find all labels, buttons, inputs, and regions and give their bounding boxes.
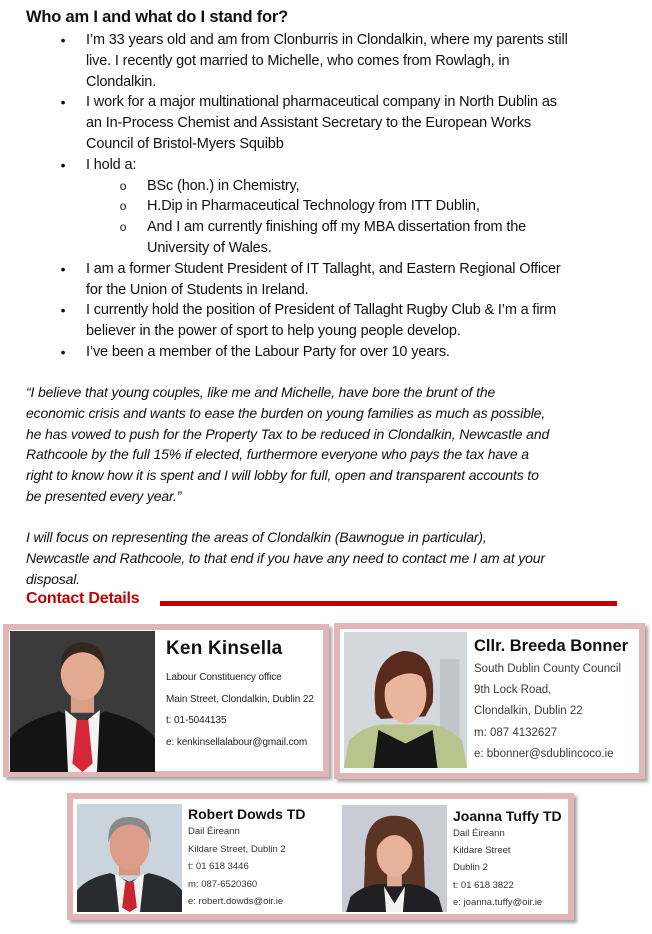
address-line: Main Street, Clondalkin, Dublin 22 xyxy=(166,693,314,705)
contact-card-ken-kinsella xyxy=(3,624,329,777)
email-line: e: joanna.tuffy@oir.ie xyxy=(453,896,543,908)
address-line: Clondalkin, Dublin 22 xyxy=(474,705,583,718)
quote-line: “I believe that young couples, like me and Michelle, have bore the brunt of the xyxy=(26,384,496,400)
bullet-line: I currently hold the position of President of Tallaght Rugby Club & I’m a firm xyxy=(86,302,556,319)
photo-joanna-tuffy xyxy=(342,805,447,912)
bullet-line: I work for a major multinational pharmaceutical company in North Dublin as xyxy=(86,94,557,111)
contact-card-breeda-bonner xyxy=(334,623,645,779)
email-line: e: bbonner@sdublincoco.ie xyxy=(474,747,614,760)
bio-bullet-item xyxy=(0,155,652,259)
bio-bullet-item xyxy=(0,30,652,92)
qualification-line: BSc (hon.) in Chemistry, xyxy=(147,177,300,194)
sub-bullet-marker: o xyxy=(119,220,127,235)
bio-bullet-list xyxy=(0,30,652,363)
candidate-quote xyxy=(26,382,549,507)
phone-line: t: 01 618 3446 xyxy=(188,861,249,872)
photo-robert-dowds xyxy=(77,804,182,912)
bullet-line: an In-Process Chemist and Assistant Secretary to the European Works xyxy=(86,115,532,132)
bio-bullet-item xyxy=(0,92,652,154)
organisation-line: South Dublin County Council xyxy=(474,663,622,675)
contact-details xyxy=(474,659,621,765)
bullet-line: Council of Bristol-Myers Squibb xyxy=(86,135,284,152)
contact-name: Joanna Tuffy TD xyxy=(453,808,562,824)
bullet-line: live. I recently got married to Michelle, who comes from Rowlagh, in xyxy=(86,52,510,69)
organisation-line: Dail Éireann xyxy=(188,826,240,837)
bullet-line: I’m 33 years old and am from Clonburris in Clondalkin, where my parents still xyxy=(86,32,568,48)
focus-line: I will focus on representing the areas of Clondalkin (Bawnogue in particular), xyxy=(26,529,487,545)
email-line: e: kenkinsellalabour@gmail.com xyxy=(166,737,308,749)
contact-details xyxy=(453,825,542,911)
bullet-marker: • xyxy=(60,94,66,111)
bullet-line: for the Union of Students in Ireland. xyxy=(86,281,309,298)
bullet-line: I hold a: xyxy=(86,156,137,173)
address-line: 9th Lock Road, xyxy=(474,684,552,697)
sub-bullet-marker: o xyxy=(119,199,127,214)
qualification-item xyxy=(0,217,652,259)
bullet-line: I am a former Student President of IT Tallaght, and Eastern Regional Officer xyxy=(86,260,561,277)
bullet-line: I’ve been a member of the Labour Party for over 10 years. xyxy=(86,343,450,360)
quote-line: right to know how it is spent and I will lobby for full, open and transparent accounts to xyxy=(26,467,539,484)
portrait-image xyxy=(77,804,182,912)
contact-details xyxy=(188,823,286,911)
phone-line: t: 01-5044135 xyxy=(166,715,227,727)
email-line: e: robert.dowds@oir.ie xyxy=(188,896,284,907)
quote-line: Rathcoole by the full 15% if elected, furthermore everyone who pays the tax have a xyxy=(26,446,529,463)
organisation-line: Dail Éireann xyxy=(453,828,505,839)
portrait-image xyxy=(10,631,155,772)
quote-line: be presented every year.” xyxy=(26,487,182,504)
focus-line: disposal. xyxy=(26,570,80,587)
qualification-line: H.Dip in Pharmaceutical Technology from ITT Dublin, xyxy=(147,198,480,215)
qualification-item xyxy=(0,196,652,217)
qualification-line: University of Wales. xyxy=(147,239,272,256)
contact-name: Robert Dowds TD xyxy=(188,806,306,822)
focus-statement xyxy=(26,527,545,589)
bio-bullet-item xyxy=(0,342,652,363)
contact-name: Ken Kinsella xyxy=(166,638,283,659)
mobile-line: m: 087-6520360 xyxy=(188,878,258,890)
bullet-marker: • xyxy=(60,343,66,360)
bullet-marker: • xyxy=(60,260,66,277)
mobile-line: m: 087 4132627 xyxy=(474,726,558,739)
contact-name: Cllr. Breeda Bonner xyxy=(474,637,629,655)
quote-line: he has vowed to push for the Property Tax to be reduced in Clondalkin, Newcastle and xyxy=(26,425,550,442)
heading-divider-rule xyxy=(160,601,617,606)
bullet-line: Clondalkin. xyxy=(86,73,157,90)
quote-line: economic crisis and wants to ease the burden on young families as much as possible, xyxy=(26,404,546,421)
contact-details-heading: Contact Details xyxy=(26,590,140,607)
bio-heading: Who am I and what do I stand for? xyxy=(26,8,288,26)
phone-line: t: 01 618 3822 xyxy=(453,879,514,891)
address-line: Kildare Street xyxy=(453,845,511,857)
qualification-line: And I am currently finishing off my MBA dissertation from the xyxy=(147,219,527,236)
contact-details xyxy=(166,667,314,754)
photo-breeda-bonner xyxy=(344,632,467,768)
portrait-image xyxy=(342,805,447,912)
focus-line: Newcastle and Rathcoole, to that end if you have any need to contact me I am at your xyxy=(26,549,545,566)
address-line: Kildare Street, Dublin 2 xyxy=(188,843,286,855)
bullet-marker: • xyxy=(60,156,66,173)
qualification-item xyxy=(0,176,652,197)
sub-bullet-marker: o xyxy=(119,178,127,193)
address-line: Dublin 2 xyxy=(453,862,488,874)
portrait-image xyxy=(344,632,467,768)
bullet-line: believer in the power of sport to help young people develop. xyxy=(86,323,461,340)
bio-bullet-item xyxy=(0,259,652,301)
bullet-marker: • xyxy=(60,32,66,48)
bullet-marker: • xyxy=(60,302,66,319)
photo-ken-kinsella xyxy=(10,631,155,772)
office-line: Labour Constituency office xyxy=(166,672,282,683)
contact-card-tds xyxy=(67,793,574,920)
bio-bullet-item xyxy=(0,300,652,342)
